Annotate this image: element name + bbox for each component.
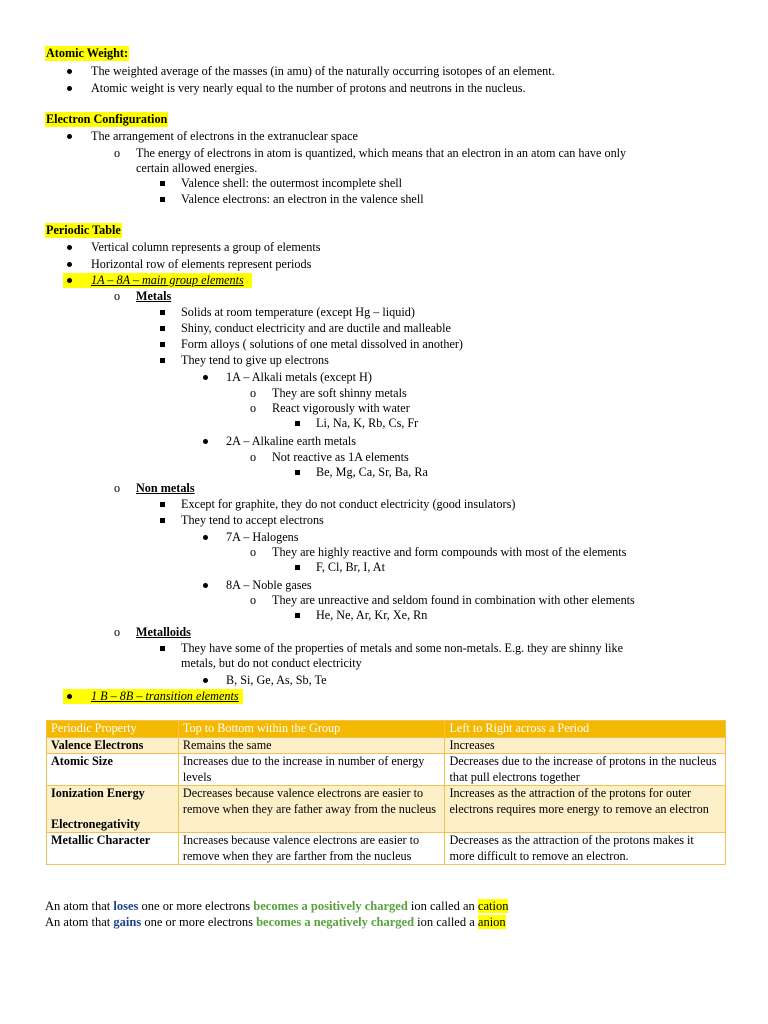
table-cell: Increases because valence electrons are easier to remove when they are farther from the nucleus — [178, 833, 445, 865]
alkaline-earth-metals: 2A – Alkaline earth metals — [226, 434, 356, 448]
halogens-prop: They are highly reactive and form compounds with most of the elements — [272, 545, 627, 559]
metalloids-prop-line-1: They have some of the properties of metals and some non-metals. E.g. they are shinny like — [181, 641, 624, 655]
table-cell: Increases as the attraction of the protons for outer electrons requires more energy to remove an electron — [445, 786, 726, 833]
metals-prop-1: Solids at room temperature (except Hg – liquid) — [181, 305, 415, 319]
square-bullet — [160, 197, 165, 202]
bullet-dot — [67, 694, 72, 699]
electron-config-bullet: The arrangement of electrons in the extranuclear space — [91, 129, 358, 143]
text: one or more electrons — [138, 899, 254, 913]
table-cell: Decreases due to the increase of protons in the nucleus that pull electrons together — [445, 754, 726, 786]
table-row — [47, 833, 726, 865]
table-cell: Decreases as the attraction of the protons makes it more difficult to remove an electron. — [445, 833, 726, 865]
electron-config-sub-line-2: certain allowed energies. — [136, 161, 258, 175]
square-bullet — [160, 310, 165, 315]
table-row — [47, 754, 726, 786]
main-group-text: 1A – 8A – main group elements — [91, 273, 244, 287]
noble-gases-elements: He, Ne, Ar, Kr, Xe, Rn — [316, 608, 428, 622]
bullet-dot — [67, 69, 72, 74]
nonmetals-prop-1: Except for graphite, they do not conduct electricity (good insulators) — [181, 497, 516, 511]
cation-sentence — [45, 898, 508, 914]
square-bullet — [295, 565, 300, 570]
electron-config-sub-line-1: The energy of electrons in atom is quantized, which means that an electron in an atom can have only — [136, 146, 627, 160]
transition-text: 1 B – 8B – transition elements — [91, 689, 239, 703]
alkali-metals: 1A – Alkali metals (except H) — [226, 370, 372, 384]
cation-word: cation — [477, 899, 509, 913]
halogens-elements: F, Cl, Br, I, At — [316, 560, 385, 574]
bullet-dot — [203, 439, 208, 444]
metalloids-label: Metalloids — [136, 625, 191, 639]
anion-word: anion — [477, 915, 506, 929]
square-bullet — [295, 613, 300, 618]
nonmetals-prop-2: They tend to accept electrons — [181, 513, 324, 527]
metals-prop-2: Shiny, conduct electricity and are ductile and malleable — [181, 321, 451, 335]
table-cell: Atomic Size — [47, 754, 179, 786]
negatively-charged-phrase: becomes a negatively charged — [256, 915, 415, 929]
bullet-dot — [67, 245, 72, 250]
gains-word: gains — [113, 915, 142, 929]
atomic-weight-bullet-1: The weighted average of the masses (in amu) of the naturally occurring isotopes of an element. — [91, 64, 555, 78]
bullet-dot — [67, 278, 72, 283]
circle-bullet: o — [250, 545, 257, 559]
text: one or more electrons — [141, 915, 257, 929]
valence-electrons-text: Valence electrons: an electron in the valence shell — [181, 192, 424, 206]
table-cell: Increases — [445, 737, 726, 754]
table-header: Periodic Property — [47, 721, 179, 738]
table-cell: Remains the same — [178, 737, 445, 754]
square-bullet — [160, 358, 165, 363]
circle-bullet: o — [250, 593, 257, 607]
bullet-dot — [67, 86, 72, 91]
alkali-prop-2: React vigorously with water — [272, 401, 410, 415]
metals-prop-3: Form alloys ( solutions of one metal dissolved in another) — [181, 337, 463, 351]
bullet-dot — [203, 535, 208, 540]
text: ion called an — [407, 899, 478, 913]
electronegativity-label: Electronegativity — [51, 816, 141, 831]
noble-gases: 8A – Noble gases — [226, 578, 312, 592]
table-cell — [47, 786, 179, 833]
spacer — [51, 802, 174, 817]
bullet-dot — [203, 678, 208, 683]
atomic-weight-bullet-2: Atomic weight is very nearly equal to the number of protons and neutrons in the nucleus. — [91, 81, 526, 95]
loses-word: loses — [113, 899, 139, 913]
square-bullet — [160, 326, 165, 331]
bullet-dot — [67, 134, 72, 139]
positively-charged-phrase: becomes a positively charged — [253, 899, 408, 913]
atomic-weight-heading: Atomic Weight: — [46, 46, 129, 60]
periodic-table-heading: Periodic Table — [46, 223, 121, 237]
circle-bullet: o — [114, 625, 121, 639]
electron-config-heading: Electron Configuration — [46, 112, 168, 126]
table-cell: Decreases because valence electrons are easier to remove when they are father away from the nucleus — [178, 786, 445, 833]
square-bullet — [160, 646, 165, 651]
halogens: 7A – Halogens — [226, 530, 299, 544]
square-bullet — [160, 518, 165, 523]
alkali-elements: Li, Na, K, Rb, Cs, Fr — [316, 416, 419, 430]
alkaline-elements: Be, Mg, Ca, Sr, Ba, Ra — [316, 465, 428, 479]
main-group-elements — [91, 273, 244, 288]
metals-prop-4: They tend to give up electrons — [181, 353, 329, 367]
circle-bullet: o — [114, 289, 121, 303]
noble-gases-prop: They are unreactive and seldom found in combination with other elements — [272, 593, 635, 607]
square-bullet — [160, 342, 165, 347]
alkaline-prop-1: Not reactive as 1A elements — [272, 450, 409, 464]
table-cell: Increases due to the increase in number of energy levels — [178, 754, 445, 786]
table-header: Top to Bottom within the Group — [178, 721, 445, 738]
circle-bullet: o — [114, 146, 121, 160]
periodic-property-table — [46, 720, 726, 865]
table-cell: Metallic Character — [47, 833, 179, 865]
circle-bullet: o — [250, 386, 257, 400]
circle-bullet: o — [250, 401, 257, 415]
text: An atom that — [45, 899, 114, 913]
text: An atom that — [45, 915, 114, 929]
periodic-bullet-1: Vertical column represents a group of elements — [91, 240, 321, 254]
transition-elements — [91, 689, 239, 704]
bullet-dot — [203, 375, 208, 380]
square-bullet — [295, 470, 300, 475]
circle-bullet: o — [114, 481, 121, 495]
circle-bullet: o — [250, 450, 257, 464]
periodic-bullet-2: Horizontal row of elements represent periods — [91, 257, 312, 271]
alkali-prop-1: They are soft shinny metals — [272, 386, 407, 400]
ionization-energy-label: Ionization Energy — [51, 786, 145, 800]
table-cell: Valence Electrons — [47, 737, 179, 754]
table-header-row — [47, 721, 726, 738]
bullet-dot — [67, 262, 72, 267]
metalloids-prop-line-2: metals, but do not conduct electricity — [181, 656, 362, 670]
table-row — [47, 737, 726, 754]
square-bullet — [160, 502, 165, 507]
metals-label: Metals — [136, 289, 172, 303]
square-bullet — [160, 181, 165, 186]
metalloids-elements: B, Si, Ge, As, Sb, Te — [226, 673, 327, 687]
text: ion called a — [414, 915, 478, 929]
table-header: Left to Right across a Period — [445, 721, 726, 738]
nonmetals-label: Non metals — [136, 481, 195, 495]
valence-shell-text: Valence shell: the outermost incomplete shell — [181, 176, 403, 190]
bullet-dot — [203, 583, 208, 588]
table-row — [47, 786, 726, 833]
anion-sentence — [45, 914, 506, 930]
square-bullet — [295, 421, 300, 426]
